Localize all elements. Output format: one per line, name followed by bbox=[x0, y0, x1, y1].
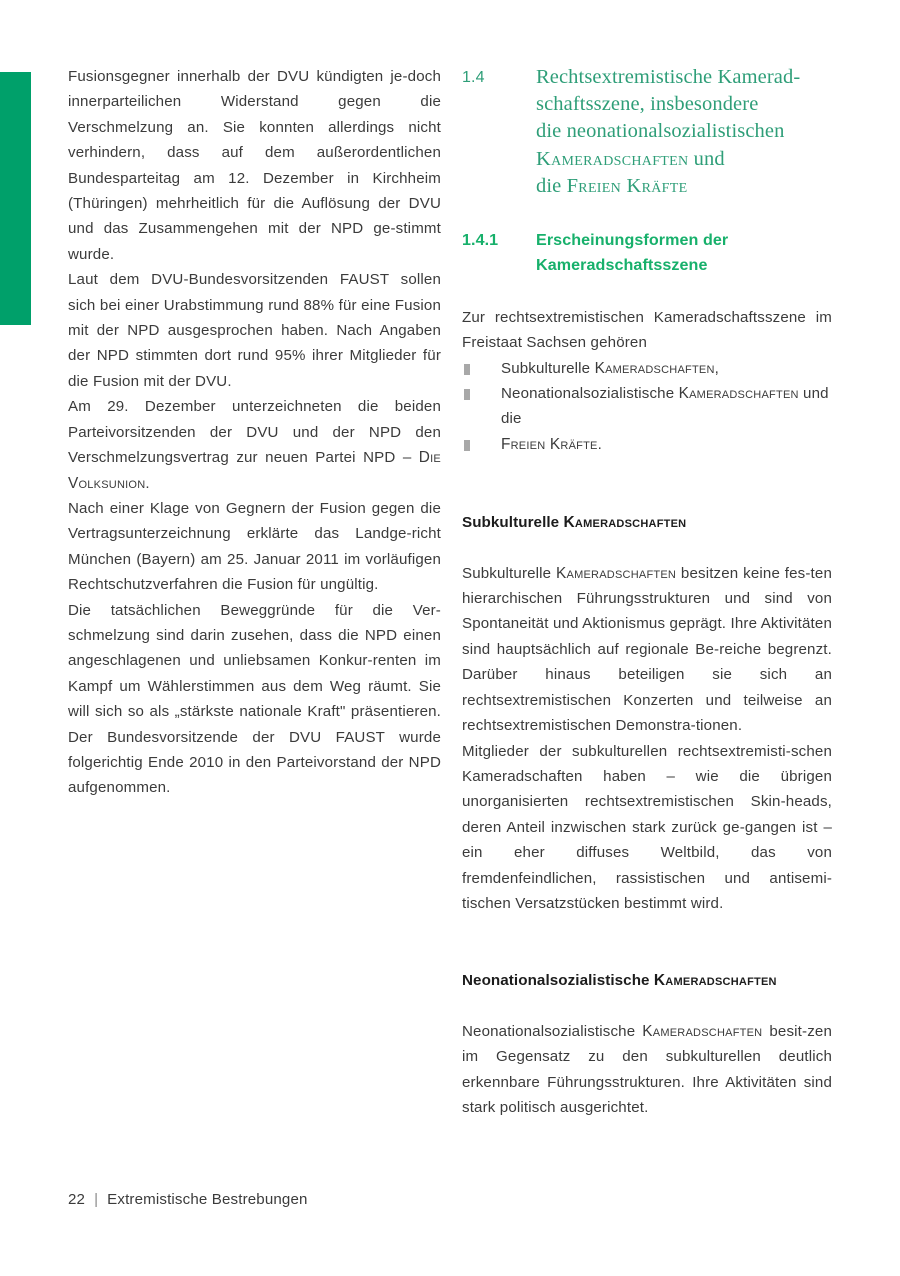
paragraph: Laut dem DVU-Bundesvorsitzenden FAUST sollen sich bei einer Urabstimmung rund 88% für eine Fusion mit der NPD ausgesprochen haben. Nach Angaben der NPD stimmten dort rund 95% ihrer Mitglieder für die Fusion mit der DVU. bbox=[68, 271, 441, 390]
footer-chapter-title: Extremistische Bestrebungen bbox=[107, 1191, 308, 1208]
list-item-prefix: Subkulturelle bbox=[501, 359, 595, 377]
list-item-proper-name: Kameradschaften bbox=[678, 385, 799, 403]
list-item-prefix: Neonationalsozialistische bbox=[501, 385, 679, 403]
heading-1-4-line-5-prefix: die bbox=[536, 174, 567, 197]
list-item-suffix: und die bbox=[501, 385, 829, 428]
page-footer bbox=[68, 1190, 308, 1210]
page-number: 22 bbox=[68, 1191, 86, 1208]
paragraph-rest: besit-zen im Gegensatz zu den subkulturellen deutlich erkennbare Führungsstrukturen. Ihre Aktivitäten sind stark politisch ausgerichtet. bbox=[462, 1022, 832, 1116]
right-text-column bbox=[462, 64, 832, 1120]
paragraph-proper-name: Kameradschaften bbox=[556, 564, 677, 582]
heading-1-4-number: 1.4 bbox=[462, 69, 485, 86]
list-item-suffix: . bbox=[597, 435, 602, 453]
paragraph bbox=[462, 1019, 832, 1121]
paragraph bbox=[68, 394, 441, 496]
list-item bbox=[462, 381, 832, 432]
paragraph-proper-name: Kameradschaften bbox=[642, 1022, 763, 1040]
list-item-proper-name: Kameradschaften bbox=[594, 359, 715, 377]
left-text-column bbox=[68, 64, 441, 801]
paragraph-rest: besitzen keine fes-ten hierarchischen Führungsstrukturen und sind von Spontaneität und Aktionismus geprägt. Ihre Aktivitäten sind hauptsächlich auf regionale Be-reiche begrenzt. Darüber hinaus beteiligen sie sich an rechtsextremistischen Konzerten und teilweise an rechtsextremistischen Demonstra-tionen. bbox=[462, 564, 832, 735]
list-item-proper-name: Freien Kräfte bbox=[501, 435, 598, 453]
list-item bbox=[462, 356, 832, 381]
section-heading-prefix: Neonationalsozialistische bbox=[462, 972, 654, 990]
heading-1-4-freien-kraefte: Freien Kräfte bbox=[566, 174, 688, 197]
list-item bbox=[462, 432, 832, 457]
bullet-square-icon bbox=[464, 364, 470, 375]
heading-1-4-1-line-2: Kameradschaftsszene bbox=[536, 256, 708, 275]
paragraph-text: Am 29. Dezember unterzeichneten die beiden Parteivorsitzenden der DVU und der NPD den Verschmelzungsvertrag zur neuen Partei NPD – bbox=[68, 398, 441, 467]
heading-1-4-1-line-1: Erscheinungsformen der bbox=[536, 231, 729, 250]
heading-1-4-1 bbox=[462, 228, 832, 279]
heading-1-4-line-2: schaftsszene, insbesondere bbox=[536, 93, 759, 116]
paragraph: Mitglieder der subkulturellen rechtsextremisti-schen Kameradschaften haben – wie die übrigen unorganisierten rechtsextremistischen Skin-heads, deren Anteil inzwischen stark zurück ge-gangen ist – ein eher diffuses Weltbild, das von fremdenfeindlichen, rassistischen und antisemi-tischen Versatzstücken bestimmt wird. bbox=[462, 742, 832, 912]
list-item-suffix: , bbox=[714, 359, 720, 377]
heading-1-4-line-1: Rechtsextremistische Kamerad- bbox=[536, 66, 801, 88]
heading-1-4-line-4-rest: und bbox=[688, 147, 725, 170]
section-heading-proper-name: Kameradschaften bbox=[653, 972, 777, 990]
section-heading-prefix: Subkulturelle bbox=[462, 514, 564, 532]
footer-separator: | bbox=[94, 1191, 99, 1208]
heading-1-4-1-number: 1.4.1 bbox=[462, 231, 499, 250]
paragraph: Die tatsächlichen Beweggründe für die Ver-schmelzung sind darin zusehen, dass die NPD einen angeschlagenen und unliebsamen Konkur-renten im Kampf um Wählerstimmen aus dem Weg räumt. Sie will sich so als „stärkste nationale Kraft" präsentieren. Der Bundesvorsitzende der DVU FAUST wurde folgerichtig Ende 2010 in den Parteivorstand der NPD aufgenommen. bbox=[68, 601, 441, 797]
paragraph: Fusionsgegner innerhalb der DVU kündigten je-doch innerparteilichen Widerstand gegen die Verschmelzung an. Sie konnten allerdings nicht verhindern, dass auf dem außerordentlichen Bundesparteitag am 12. Dezember in Kirchheim (Thüringen) mehrheitlich für die Auflösung der DVU und das Zusammengehen mit der NPD ge-stimmt wurde. bbox=[68, 68, 441, 263]
paragraph-prefix: Neonationalsozialistische bbox=[462, 1022, 643, 1040]
bullet-square-icon bbox=[464, 440, 470, 451]
section-heading-subkulturelle bbox=[462, 510, 832, 535]
heading-1-4-line-3: die neonationalsozialistischen bbox=[536, 120, 785, 143]
paragraph bbox=[462, 561, 832, 739]
chapter-edge-tab bbox=[0, 72, 31, 325]
intro-paragraph: Zur rechtsextremistischen Kameradschaftsszene im Freistaat Sachsen gehören bbox=[462, 308, 832, 352]
section-heading-proper-name: Kameradschaften bbox=[563, 514, 687, 532]
proper-name-volksunion: Die Volksunion bbox=[68, 449, 441, 492]
paragraph-trailing: . bbox=[145, 474, 150, 492]
heading-1-4-kameradschaften: Kameradschaften bbox=[536, 147, 689, 170]
paragraph-prefix: Subkulturelle bbox=[462, 564, 557, 582]
section-heading-neonationalsozialistische bbox=[462, 968, 832, 993]
bullet-square-icon bbox=[464, 389, 470, 400]
paragraph: Nach einer Klage von Gegnern der Fusion gegen die Vertragsunterzeichnung erklärte das Landge-richt München (Bayern) am 25. Januar 2011 im vorläufigen Rechtschutzverfahren die Fusion für ungültig. bbox=[68, 499, 441, 594]
heading-1-4 bbox=[462, 64, 832, 200]
kameradschaftsszene-list bbox=[462, 356, 832, 458]
